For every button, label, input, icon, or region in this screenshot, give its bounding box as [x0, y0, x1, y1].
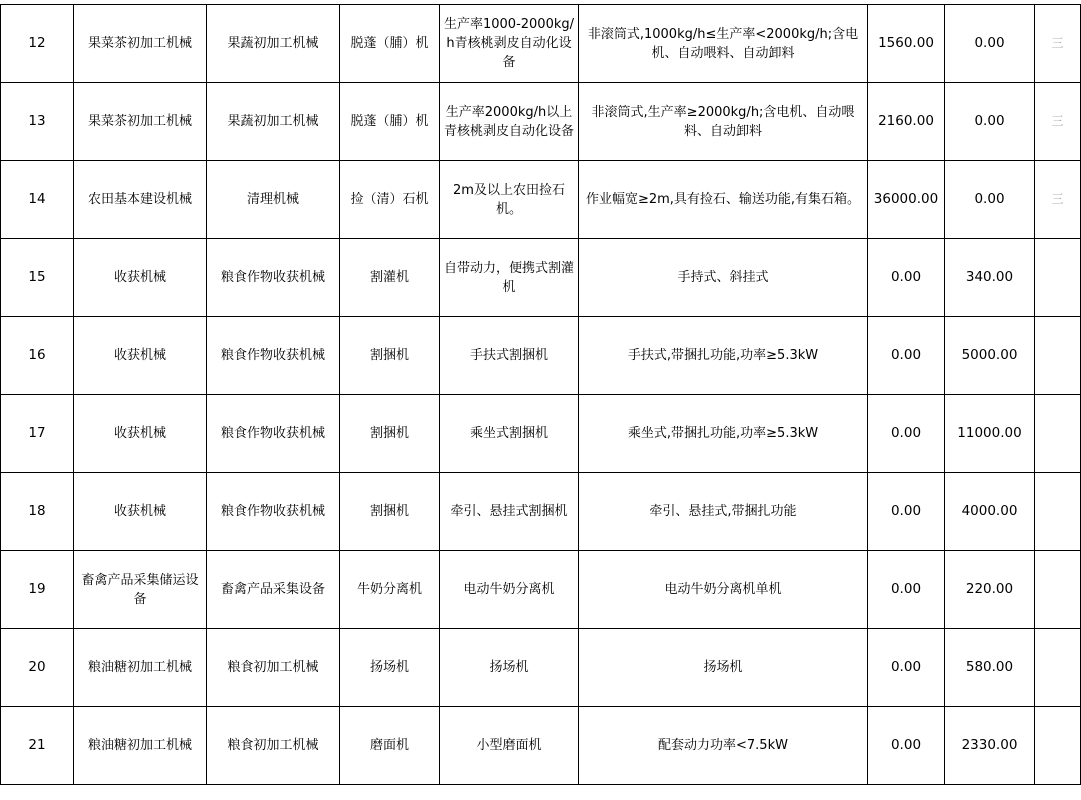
table-body [1, 5, 1081, 785]
spec-cell: 手持式、斜挂式 [579, 239, 868, 317]
amount-2-cell: 4000.00 [945, 473, 1035, 551]
amount-1-cell: 0.00 [868, 239, 945, 317]
subcategory-cell: 粮食作物收获机械 [207, 317, 340, 395]
extra-cell: 三 [1035, 161, 1081, 239]
amount-2-cell: 5000.00 [945, 317, 1035, 395]
amount-2-cell: 580.00 [945, 629, 1035, 707]
amount-1-cell: 2160.00 [868, 83, 945, 161]
spec-cell: 牵引、悬挂式,带捆扎功能 [579, 473, 868, 551]
row-number-cell: 13 [1, 83, 74, 161]
item-cell: 牛奶分离机 [340, 551, 440, 629]
subcategory-cell: 粮食初加工机械 [207, 629, 340, 707]
extra-cell [1035, 629, 1081, 707]
spec-cell: 非滚筒式,生产率≥2000kg/h;含电机、自动喂料、自动卸料 [579, 83, 868, 161]
amount-1-cell: 1560.00 [868, 5, 945, 83]
table-row [1, 83, 1081, 161]
row-number-cell: 21 [1, 707, 74, 785]
subcategory-cell: 粮食初加工机械 [207, 707, 340, 785]
grade-cell: 电动牛奶分离机 [440, 551, 579, 629]
row-number-cell: 12 [1, 5, 74, 83]
extra-cell: 三 [1035, 83, 1081, 161]
row-number-cell: 18 [1, 473, 74, 551]
category-cell: 收获机械 [74, 317, 207, 395]
extra-cell [1035, 473, 1081, 551]
spec-cell: 非滚筒式,1000kg/h≤生产率<2000kg/h;含电机、自动喂料、自动卸料 [579, 5, 868, 83]
category-cell: 果菜茶初加工机械 [74, 5, 207, 83]
item-cell: 脱蓬（脯）机 [340, 5, 440, 83]
grade-cell: 生产率1000-2000kg/h青核桃剥皮自动化设备 [440, 5, 579, 83]
item-cell: 扬场机 [340, 629, 440, 707]
amount-1-cell: 0.00 [868, 707, 945, 785]
table-row [1, 395, 1081, 473]
extra-cell [1035, 551, 1081, 629]
amount-1-cell: 36000.00 [868, 161, 945, 239]
row-number-cell: 15 [1, 239, 74, 317]
grade-cell: 2m及以上农田捡石机。 [440, 161, 579, 239]
row-number-cell: 17 [1, 395, 74, 473]
item-cell: 割捆机 [340, 317, 440, 395]
grade-cell: 扬场机 [440, 629, 579, 707]
amount-1-cell: 0.00 [868, 629, 945, 707]
table-row [1, 473, 1081, 551]
amount-2-cell: 220.00 [945, 551, 1035, 629]
grade-cell: 生产率2000kg/h以上青核桃剥皮自动化设备 [440, 83, 579, 161]
subcategory-cell: 粮食作物收获机械 [207, 473, 340, 551]
extra-cell [1035, 707, 1081, 785]
item-cell: 割灌机 [340, 239, 440, 317]
subcategory-cell: 清理机械 [207, 161, 340, 239]
amount-2-cell: 0.00 [945, 83, 1035, 161]
item-cell: 割捆机 [340, 473, 440, 551]
category-cell: 收获机械 [74, 395, 207, 473]
subcategory-cell: 果蔬初加工机械 [207, 83, 340, 161]
row-number-cell: 20 [1, 629, 74, 707]
amount-2-cell: 340.00 [945, 239, 1035, 317]
category-cell: 农田基本建设机械 [74, 161, 207, 239]
subsidy-table [0, 4, 1081, 785]
spec-cell: 手扶式,带捆扎功能,功率≥5.3kW [579, 317, 868, 395]
table-row [1, 707, 1081, 785]
spec-cell: 扬场机 [579, 629, 868, 707]
category-cell: 收获机械 [74, 473, 207, 551]
amount-1-cell: 0.00 [868, 473, 945, 551]
category-cell: 畜禽产品采集储运设备 [74, 551, 207, 629]
row-number-cell: 14 [1, 161, 74, 239]
subcategory-cell: 粮食作物收获机械 [207, 239, 340, 317]
extra-cell [1035, 239, 1081, 317]
amount-2-cell: 2330.00 [945, 707, 1035, 785]
table-row [1, 239, 1081, 317]
spec-cell: 配套动力功率<7.5kW [579, 707, 868, 785]
item-cell: 磨面机 [340, 707, 440, 785]
table-row [1, 551, 1081, 629]
amount-1-cell: 0.00 [868, 395, 945, 473]
item-cell: 捡（清）石机 [340, 161, 440, 239]
spec-cell: 乘坐式,带捆扎功能,功率≥5.3kW [579, 395, 868, 473]
extra-cell [1035, 395, 1081, 473]
category-cell: 粮油糖初加工机械 [74, 707, 207, 785]
amount-2-cell: 0.00 [945, 5, 1035, 83]
table-row [1, 5, 1081, 83]
amount-2-cell: 0.00 [945, 161, 1035, 239]
table-row [1, 629, 1081, 707]
extra-cell: 三 [1035, 5, 1081, 83]
row-number-cell: 16 [1, 317, 74, 395]
category-cell: 果菜茶初加工机械 [74, 83, 207, 161]
extra-cell [1035, 317, 1081, 395]
grade-cell: 自带动力，便携式割灌机 [440, 239, 579, 317]
grade-cell: 牵引、悬挂式割捆机 [440, 473, 579, 551]
item-cell: 脱蓬（脯）机 [340, 83, 440, 161]
item-cell: 割捆机 [340, 395, 440, 473]
spec-cell: 电动牛奶分离机单机 [579, 551, 868, 629]
spec-cell: 作业幅宽≥2m,具有捡石、输送功能,有集石箱。 [579, 161, 868, 239]
subcategory-cell: 果蔬初加工机械 [207, 5, 340, 83]
table-row [1, 161, 1081, 239]
amount-1-cell: 0.00 [868, 317, 945, 395]
amount-2-cell: 11000.00 [945, 395, 1035, 473]
subcategory-cell: 粮食作物收获机械 [207, 395, 340, 473]
category-cell: 粮油糖初加工机械 [74, 629, 207, 707]
grade-cell: 小型磨面机 [440, 707, 579, 785]
row-number-cell: 19 [1, 551, 74, 629]
amount-1-cell: 0.00 [868, 551, 945, 629]
subcategory-cell: 畜禽产品采集设备 [207, 551, 340, 629]
grade-cell: 手扶式割捆机 [440, 317, 579, 395]
grade-cell: 乘坐式割捆机 [440, 395, 579, 473]
category-cell: 收获机械 [74, 239, 207, 317]
table-row [1, 317, 1081, 395]
